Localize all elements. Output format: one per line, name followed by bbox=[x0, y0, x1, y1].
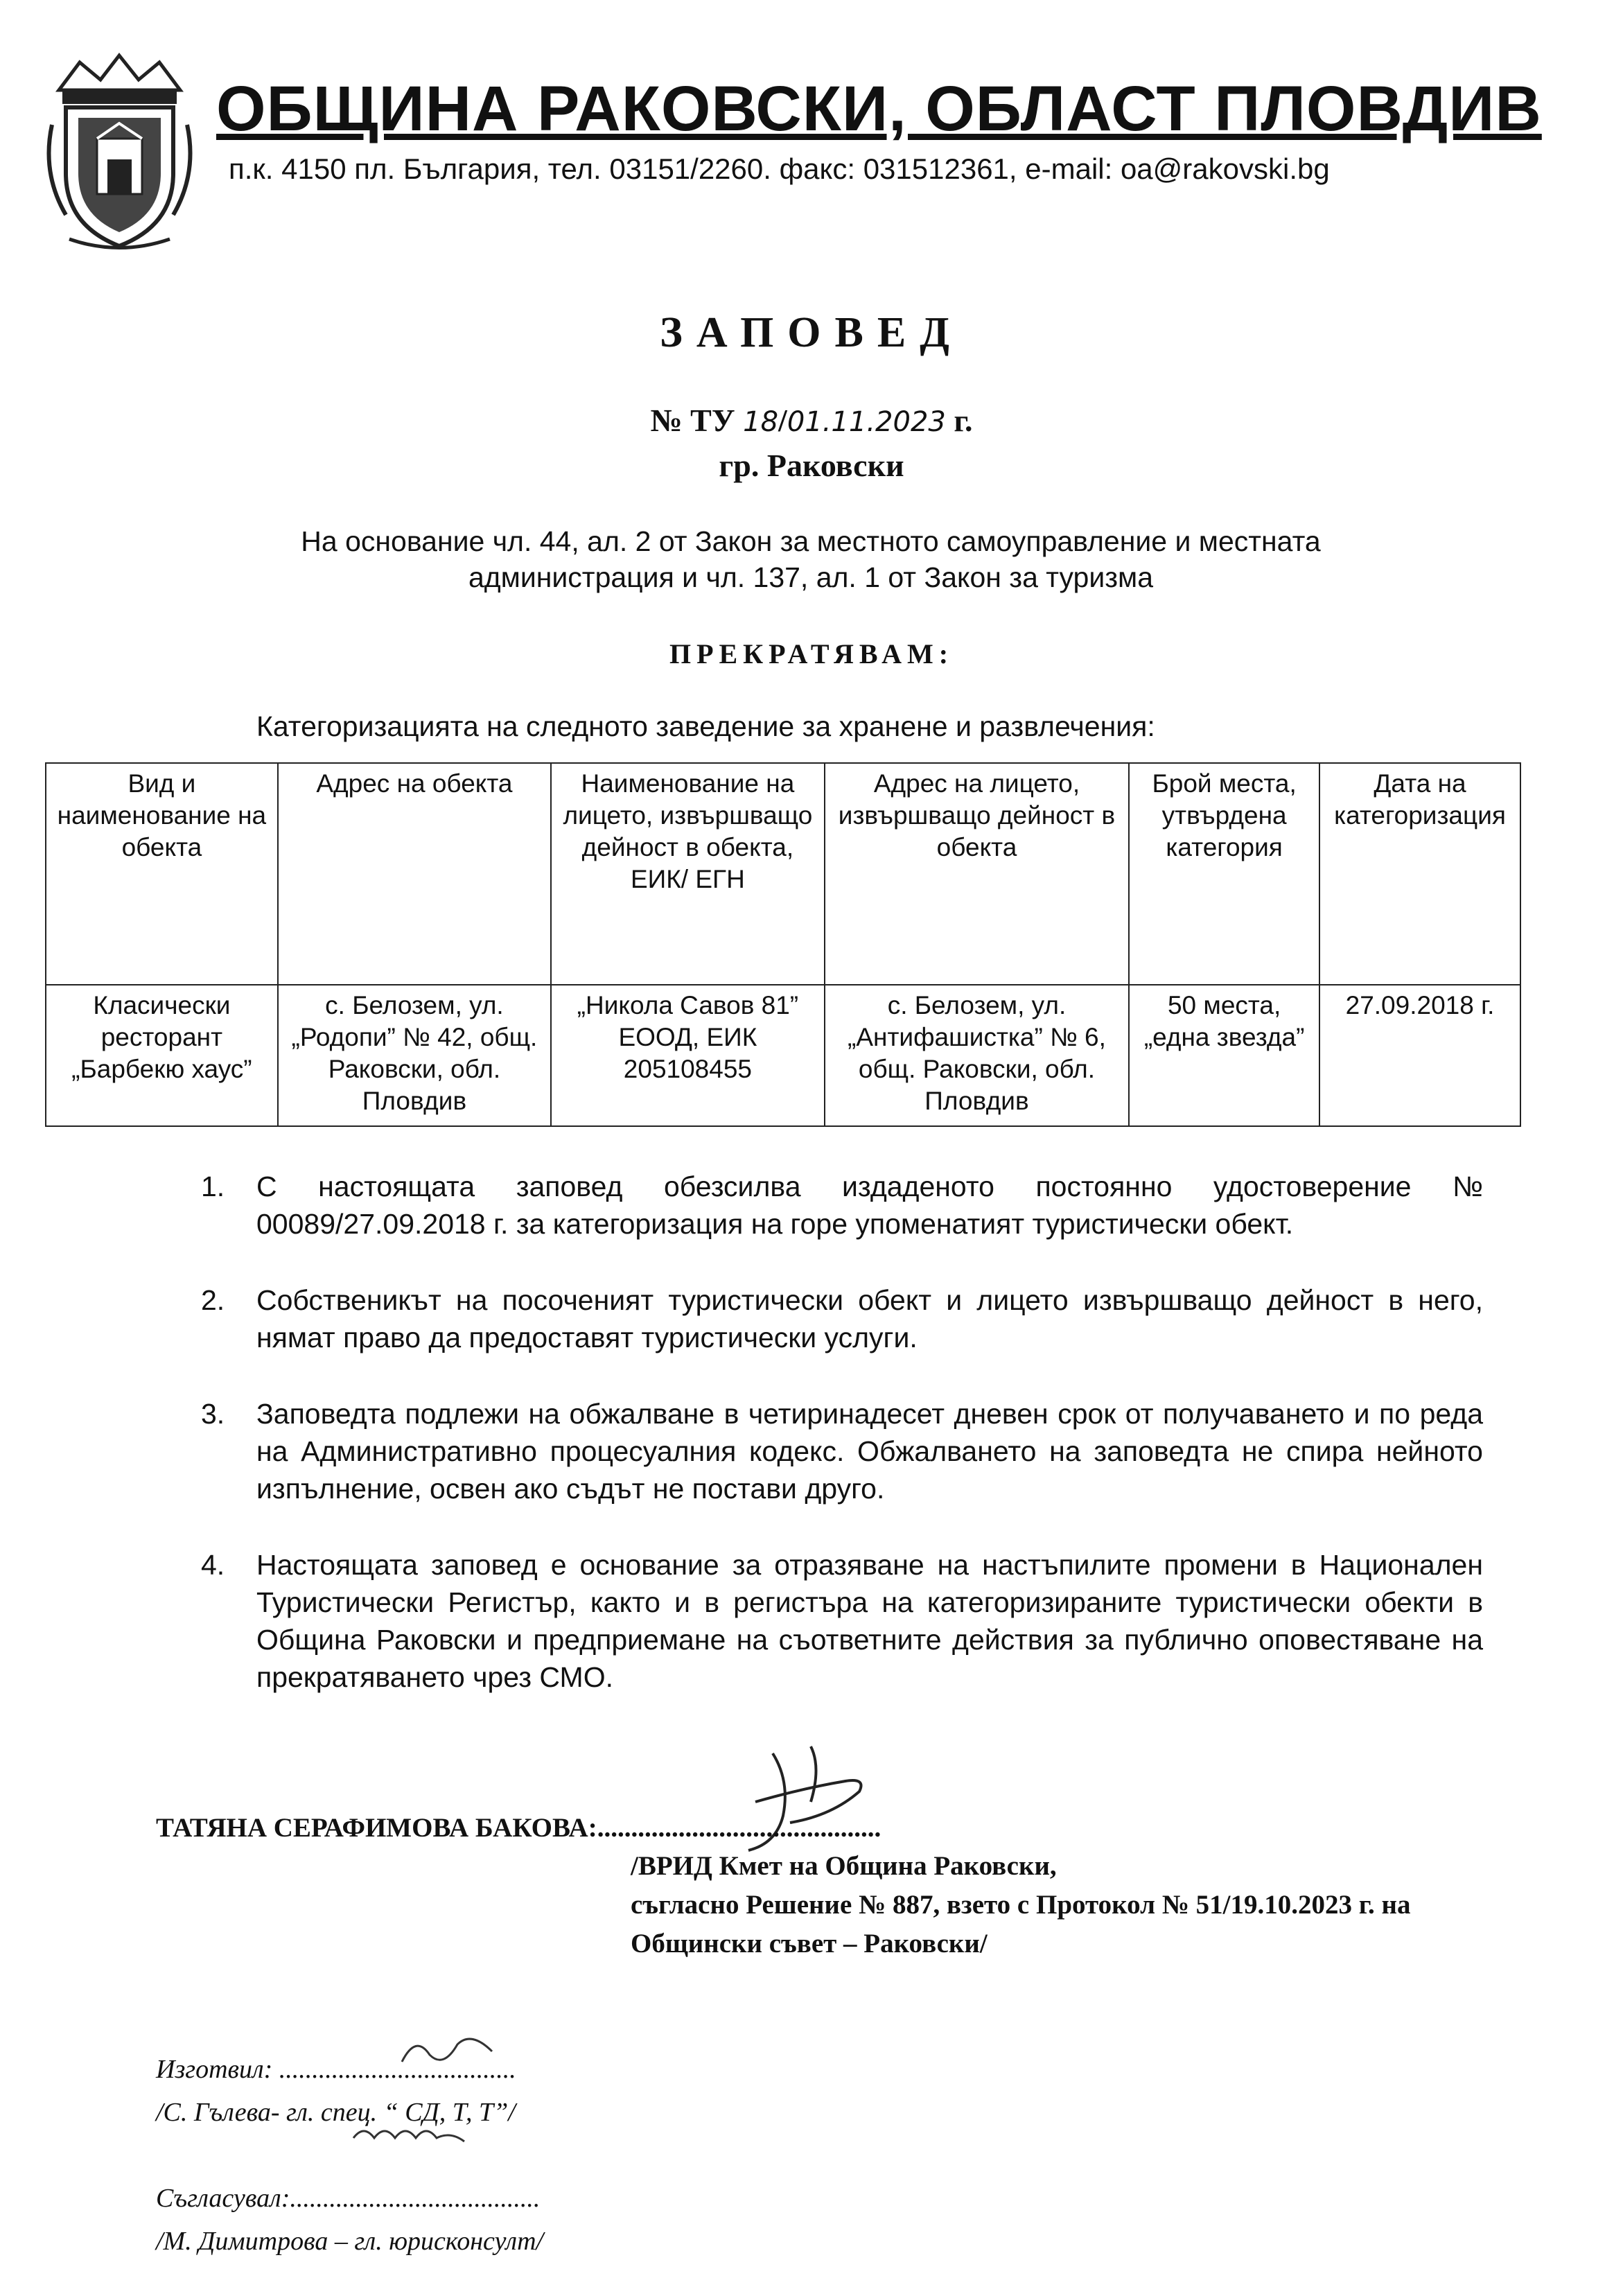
agreed-name: /М. Димитрова – гл. юрисконсулт/ bbox=[156, 2227, 544, 2256]
preparer-initials bbox=[388, 2027, 513, 2076]
document-city: гр. Раковски bbox=[719, 448, 904, 483]
order-number: 18 bbox=[743, 406, 779, 438]
point-text: Заповедта подлежи на обжалване в четиринадесет дневен срок от получаването и по реда на Административно процесуалния кодекс. Обжалването на заповедта не спира нейното изпълнение, освен ако съдът не постави друго. bbox=[256, 1398, 1483, 1505]
table-header: Брой места, утвърдена категория bbox=[1129, 763, 1319, 985]
table-row bbox=[46, 985, 1520, 1126]
signer-name: ТАТЯНА СЕРАФИМОВА БАКОВА: bbox=[156, 1813, 597, 1843]
list-item bbox=[201, 1546, 1483, 1696]
legal-basis: На основание чл. 44, ал. 2 от Закон за местното самоуправление и местната администрация и чл. 137, ал. 1 от Закон за туризма bbox=[301, 525, 1321, 593]
list-item bbox=[201, 1395, 1483, 1507]
table-cell: с. Белозем, ул. „Родопи” № 42, общ. Раковски, обл. Пловдив bbox=[278, 985, 551, 1126]
list-item bbox=[201, 1281, 1483, 1356]
point-number: 4. bbox=[201, 1549, 225, 1581]
table-cell: Класически ресторант „Барбекю хаус” bbox=[46, 985, 278, 1126]
agreed-label: Съгласувал: bbox=[156, 2184, 290, 2213]
order-date: 01.11.2023 bbox=[787, 406, 946, 438]
table-header: Наименование на лицето, извършващо дейност в обекта, ЕИК/ ЕГН bbox=[551, 763, 825, 985]
point-number: 3. bbox=[201, 1398, 225, 1430]
point-text: Настоящата заповед е основание за отразяване на настъпилите промени в Национален Туристически Регистър, както и в регистъра на категоризираните туристически обекти в Община Раковски и предприемане на съответните действия за публично оповестяване на прекратяването чрез СМО. bbox=[256, 1549, 1483, 1693]
table-header: Адрес на лицето, извършващо дейност в обекта bbox=[825, 763, 1130, 985]
signer-role-line: /ВРИД Кмет на Община Раковски, bbox=[631, 1851, 1057, 1881]
municipality-name: ОБЩИНА РАКОВСКИ, ОБЛАСТ ПЛОВДИВ bbox=[216, 73, 1542, 144]
prepared-dots: .................................... bbox=[279, 2055, 516, 2084]
point-text: Собственикът на посоченият туристически обект и лицето извършващо дейност в него, нямат право да предоставят туристически услуги. bbox=[256, 1284, 1483, 1353]
category-table bbox=[45, 762, 1521, 1127]
point-number: 1. bbox=[201, 1171, 225, 1202]
number-prefix: № ТУ bbox=[650, 403, 744, 438]
date-suffix: г. bbox=[945, 403, 973, 438]
list-item bbox=[201, 1168, 1483, 1243]
table-header-row bbox=[46, 763, 1520, 985]
signer-role-line: съгласно Решение № 887, взето с Протокол № 51/19.10.2023 г. на bbox=[631, 1890, 1411, 1920]
signer-role-line: Общински съвет – Раковски/ bbox=[631, 1929, 988, 1958]
signer-line bbox=[156, 1812, 881, 1843]
table-header: Вид и наименование на обекта bbox=[46, 763, 278, 985]
table-cell: 50 места, „една звезда” bbox=[1129, 985, 1319, 1126]
table-cell: 27.09.2018 г. bbox=[1319, 985, 1520, 1126]
number-separator: / bbox=[778, 403, 787, 438]
table-cell: „Никола Савов 81” ЕООД, ЕИК 205108455 bbox=[551, 985, 825, 1126]
agreed-dots: ...................................... bbox=[290, 2184, 541, 2213]
table-header: Дата на категоризация bbox=[1319, 763, 1520, 985]
document-title: ЗАПОВЕД bbox=[660, 309, 963, 356]
point-text: С настоящата заповед обезсилва издаденото постоянно удостоверение № 00089/27.09.2018 г. за категоризация на горе упоменатият туристически обект. bbox=[256, 1171, 1483, 1240]
table-cell: с. Белозем, ул. „Антифашистка” № 6, общ. Раковски, обл. Пловдив bbox=[825, 985, 1130, 1126]
signer-role bbox=[631, 1847, 1497, 1963]
prepared-label: Изготвил: bbox=[156, 2055, 279, 2084]
intro-text: Категоризацията на следното заведение за хранене и развлечения: bbox=[256, 710, 1155, 742]
point-number: 2. bbox=[201, 1284, 225, 1316]
agreed-line bbox=[156, 2177, 543, 2220]
signer-dots: .......................................... bbox=[597, 1813, 881, 1843]
order-word: ПРЕКРАТЯВАМ: bbox=[669, 638, 954, 669]
document-number bbox=[0, 402, 1623, 439]
order-points bbox=[201, 1168, 1483, 1735]
agreer-initials bbox=[346, 2110, 471, 2159]
table-header: Адрес на обекта bbox=[278, 763, 551, 985]
municipality-address: п.к. 4150 пл. България, тел. 03151/2260. факс: 031512361, e-mail: oa@rakovski.bg bbox=[229, 152, 1330, 185]
prepared-name: /С. Гълева- гл. спец. “ СД, Т, Т”/ bbox=[156, 2098, 516, 2127]
municipal-crest-icon bbox=[38, 49, 201, 256]
